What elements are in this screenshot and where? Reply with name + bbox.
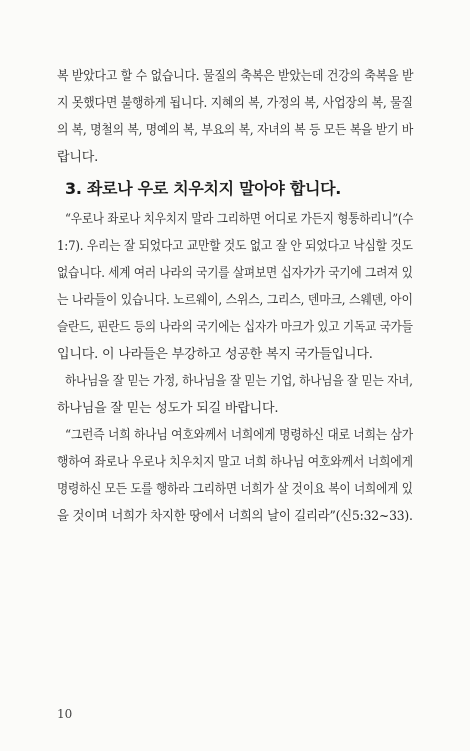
paragraph-4-line-1: “그런즉 너희 하나님 여호와께서 너희에게 명령하신 대로 너희는 삼가 [65,428,413,443]
paragraph-4-line-4: 을 것이며 너희가 차지한 땅에서 너희의 날이 길리라”(신5:32~33). [57,509,413,524]
page-number: 10 [57,707,73,721]
paragraph-3-line-2: 하나님을 잘 믿는 성도가 되길 바랍니다. [57,401,279,416]
paragraph-3-line-1: 하나님을 잘 믿는 가정, 하나님을 잘 믿는 기업, 하나님을 잘 믿는 자녀, [65,374,413,389]
paragraph-1-line-4: 랍니다. [57,150,99,165]
paragraph-2-line-5: 슬란드, 핀란드 등의 나라의 국기에는 십자가 마크가 있고 기독교 국가들 [57,320,413,335]
paragraph-1-line-2: 지 못했다면 불행하게 됩니다. 지혜의 복, 가정의 복, 사업장의 복, 물질 [57,96,413,111]
paragraph-1-line-1: 복 받았다고 할 수 없습니다. 물질의 축복은 받았는데 건강의 축복을 받 [57,69,414,84]
paragraph-2-line-2: 1:7). 우리는 잘 되었다고 교만할 것도 없고 잘 안 되었다고 낙심할 것도 [57,239,413,254]
paragraph-2-line-6: 입니다. 이 나라들은 부강하고 성공한 복지 국가들입니다. [57,347,373,362]
paragraph-1-line-3: 의 복, 명철의 복, 명예의 복, 부요의 복, 자녀의 복 등 모든 복을 받기 바 [57,123,414,138]
paragraph-2-line-3: 없습니다. 세계 여러 나라의 국기를 살펴보면 십자가가 국기에 그려져 있 [57,266,413,281]
paragraph-4-line-3: 명령하신 모든 도를 행하라 그리하면 너희가 살 것이요 복이 너희에게 있 [57,482,413,497]
paragraph-2-line-1: “우로나 좌로나 치우치지 말라 그리하면 어디로 가든지 형통하리니”(수 [65,212,414,227]
paragraph-2-line-4: 는 나라들이 있습니다. 노르웨이, 스위스, 그리스, 덴마크, 스웨덴, 아이 [57,293,413,308]
paragraph-4-line-2: 행하여 좌로나 우로나 치우치지 말고 너희 하나님 여호와께서 너희에게 [57,455,413,470]
section-heading: 3. 좌로나 우로 치우치지 말아야 합니다. [65,179,342,198]
